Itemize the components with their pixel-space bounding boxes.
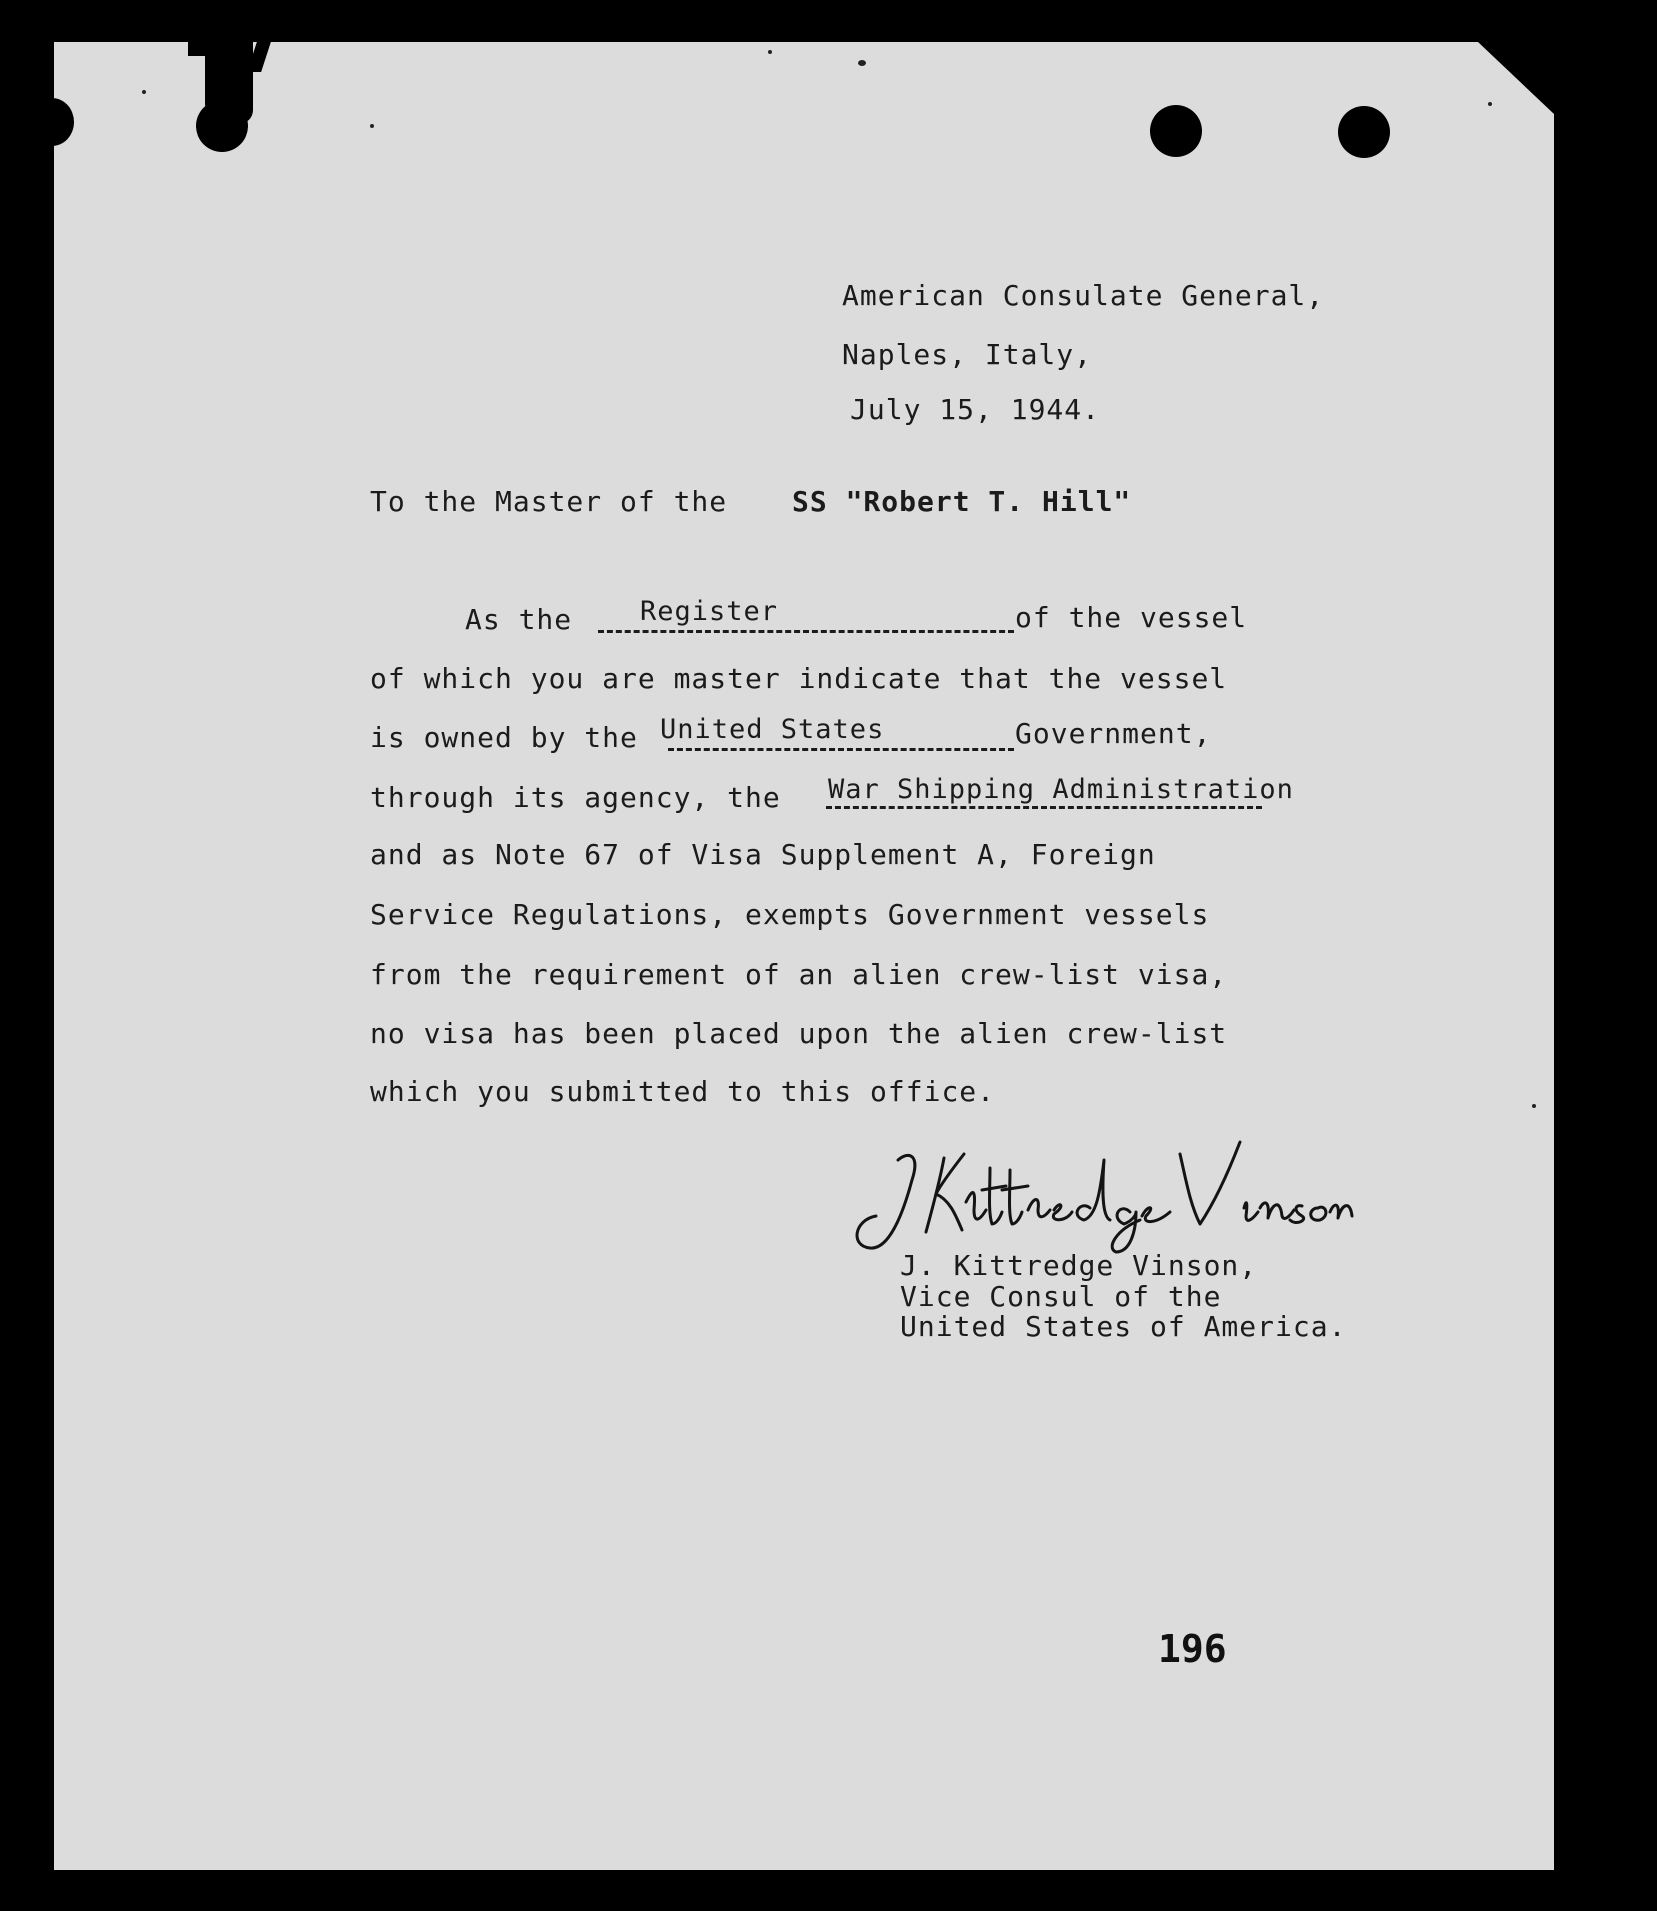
- register-fill: Register: [640, 596, 779, 627]
- speck: [768, 50, 772, 54]
- page-number: 196: [1158, 1627, 1227, 1671]
- speck: [1532, 1104, 1536, 1108]
- document-page: [54, 42, 1554, 1870]
- punch-hole: [1150, 105, 1202, 157]
- letterhead-location: Naples, Italy,: [842, 338, 1093, 371]
- salutation-prefix: To the Master of the: [370, 485, 728, 518]
- blank-underline: [668, 748, 1014, 751]
- signatory-title-line2: United States of America.: [900, 1310, 1347, 1343]
- speck: [370, 124, 374, 128]
- signatory-title-line1: Vice Consul of the: [900, 1280, 1222, 1313]
- speck: [858, 60, 866, 66]
- body-line3-suffix: Government,: [1015, 717, 1212, 750]
- owner-fill: United States: [660, 714, 885, 745]
- body-line2: of which you are master indicate that the vessel: [370, 662, 1228, 695]
- handwritten-signature: [840, 1120, 1360, 1260]
- paper-tear: [188, 42, 208, 56]
- blank-underline: [598, 630, 1014, 633]
- vessel-name: SS "Robert T. Hill": [792, 485, 1132, 518]
- body-line4-prefix: through its agency, the: [370, 781, 781, 814]
- letterhead-office: American Consulate General,: [842, 279, 1325, 312]
- body-line1-prefix: As the: [465, 603, 573, 636]
- body-line5: and as Note 67 of Visa Supplement A, Foreign: [370, 838, 1156, 871]
- body-line1-suffix: of the vessel: [1015, 601, 1248, 634]
- signatory-name: J. Kittredge Vinson,: [900, 1249, 1258, 1282]
- body-line7: from the requirement of an alien crew-list visa,: [370, 958, 1228, 991]
- paper-tear: [205, 42, 253, 124]
- punch-hole: [30, 98, 74, 146]
- speck: [1488, 102, 1492, 106]
- blank-underline: [826, 806, 1262, 809]
- speck: [142, 90, 146, 94]
- body-line9: which you submitted to this office.: [370, 1075, 996, 1108]
- body-line3-prefix: is owned by the: [370, 721, 638, 754]
- agency-fill: War Shipping Administration: [828, 774, 1294, 805]
- punch-hole: [1338, 106, 1390, 158]
- body-line8: no visa has been placed upon the alien crew-list: [370, 1017, 1228, 1050]
- letterhead-date: July 15, 1944.: [850, 393, 1101, 426]
- body-line6: Service Regulations, exempts Government vessels: [370, 898, 1210, 931]
